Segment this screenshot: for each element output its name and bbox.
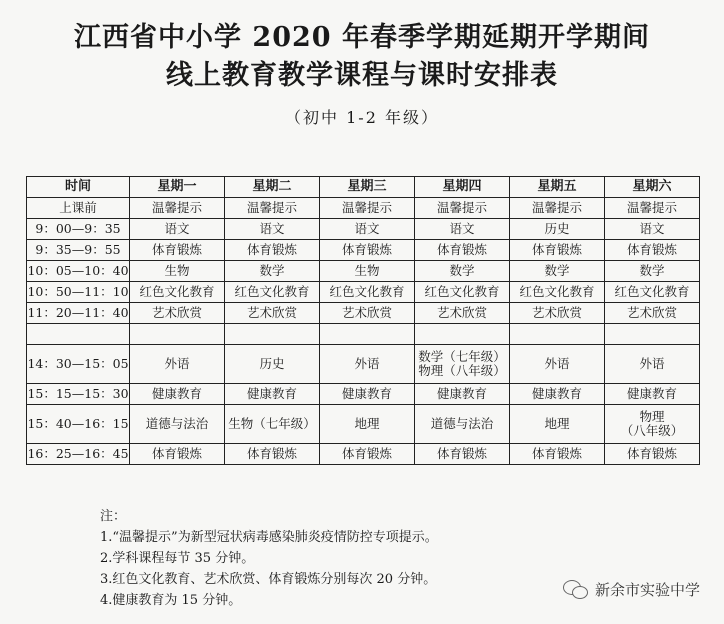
subject-cell: 红色文化教育 bbox=[510, 282, 605, 303]
subject-cell: 语文 bbox=[605, 219, 700, 240]
subject-cell: 健康教育 bbox=[510, 384, 605, 405]
time-cell: 16：25—16：45 bbox=[27, 444, 130, 465]
subject-cell: 温馨提示 bbox=[130, 198, 225, 219]
subject-cell: 艺术欣赏 bbox=[320, 303, 415, 324]
time-cell: 9：35—9：55 bbox=[27, 240, 130, 261]
header-tue: 星期二 bbox=[225, 177, 320, 198]
table-row bbox=[27, 282, 700, 303]
subject-cell: 数学 bbox=[510, 261, 605, 282]
header-time: 时间 bbox=[27, 177, 130, 198]
subject-line1: 数学（七年级） bbox=[418, 349, 506, 364]
watermark-text: 新余市实验中学 bbox=[594, 581, 700, 599]
subject-cell: 数学 bbox=[225, 261, 320, 282]
subject-cell: 语文 bbox=[320, 219, 415, 240]
subject-cell: 语文 bbox=[130, 219, 225, 240]
subject-cell: 红色文化教育 bbox=[130, 282, 225, 303]
time-cell: 9：00—9：35 bbox=[27, 219, 130, 240]
table-cell-empty bbox=[605, 324, 700, 345]
subject-cell: 温馨提示 bbox=[225, 198, 320, 219]
subject-cell: 语文 bbox=[415, 219, 510, 240]
document-title-line1: 江西省中小学 2020 年春季学期延期开学期间 bbox=[74, 22, 650, 53]
subject-cell: 体育锻炼 bbox=[225, 240, 320, 261]
note-item: 2.学科课程每节 35 分钟。 bbox=[100, 551, 255, 566]
table-cell-empty bbox=[320, 324, 415, 345]
subject-cell: 健康教育 bbox=[130, 384, 225, 405]
subject-cell: 艺术欣赏 bbox=[605, 303, 700, 324]
watermark bbox=[563, 579, 700, 600]
time-cell: 15：40—16：15 bbox=[27, 405, 130, 444]
document-title-line2: 线上教育教学课程与课时安排表 bbox=[166, 60, 558, 91]
subject-cell: 生物（七年级） bbox=[225, 405, 320, 444]
subject-cell: 艺术欣赏 bbox=[510, 303, 605, 324]
subject-cell: 红色文化教育 bbox=[605, 282, 700, 303]
table-cell-empty bbox=[510, 324, 605, 345]
note-item: 3.红色文化教育、艺术欣赏、体育锻炼分别每次 20 分钟。 bbox=[100, 572, 437, 587]
subject-cell: 道德与法治 bbox=[130, 405, 225, 444]
subject-cell: 外语 bbox=[130, 345, 225, 384]
table-cell-empty bbox=[225, 324, 320, 345]
subject-cell: 生物 bbox=[130, 261, 225, 282]
subject-cell: 地理 bbox=[320, 405, 415, 444]
document-subtitle: （初中 1-2 年级） bbox=[285, 108, 439, 127]
notes bbox=[100, 506, 438, 611]
subject-cell: 健康教育 bbox=[605, 384, 700, 405]
note-item: 4.健康教育为 15 分钟。 bbox=[100, 593, 242, 608]
subject-cell: 体育锻炼 bbox=[415, 240, 510, 261]
subject-cell: 体育锻炼 bbox=[605, 444, 700, 465]
time-cell: 10：05—10：40 bbox=[27, 261, 130, 282]
subject-line2: 物理（八年级） bbox=[418, 363, 506, 378]
subject-cell: 体育锻炼 bbox=[510, 444, 605, 465]
table-row bbox=[27, 345, 700, 384]
subject-cell: 健康教育 bbox=[320, 384, 415, 405]
note-heading: 注： bbox=[100, 509, 127, 524]
table-header-row bbox=[27, 177, 700, 198]
subject-cell: 外语 bbox=[510, 345, 605, 384]
table-cell-empty bbox=[27, 324, 130, 345]
subject-cell: 健康教育 bbox=[415, 384, 510, 405]
subject-cell: 外语 bbox=[320, 345, 415, 384]
table-row bbox=[27, 303, 700, 324]
header-mon: 星期一 bbox=[130, 177, 225, 198]
table-cell-empty bbox=[415, 324, 510, 345]
subject-cell: 体育锻炼 bbox=[320, 240, 415, 261]
subject-cell: 外语 bbox=[605, 345, 700, 384]
subject-cell bbox=[415, 345, 510, 384]
subject-cell: 红色文化教育 bbox=[320, 282, 415, 303]
time-cell: 15：15—15：30 bbox=[27, 384, 130, 405]
subject-cell: 体育锻炼 bbox=[605, 240, 700, 261]
subject-cell: 温馨提示 bbox=[510, 198, 605, 219]
table-row bbox=[27, 384, 700, 405]
header-sat: 星期六 bbox=[605, 177, 700, 198]
time-cell: 14：30—15：05 bbox=[27, 345, 130, 384]
subject-cell: 艺术欣赏 bbox=[225, 303, 320, 324]
subject-cell: 艺术欣赏 bbox=[130, 303, 225, 324]
subject-cell: 语文 bbox=[225, 219, 320, 240]
subject-cell: 历史 bbox=[225, 345, 320, 384]
time-cell: 10：50—11：10 bbox=[27, 282, 130, 303]
subject-cell: 体育锻炼 bbox=[130, 240, 225, 261]
wechat-icon bbox=[563, 580, 589, 600]
subject-cell: 体育锻炼 bbox=[510, 240, 605, 261]
subject-line1: 物理 bbox=[639, 409, 665, 424]
subject-cell: 生物 bbox=[320, 261, 415, 282]
table-row bbox=[27, 405, 700, 444]
time-cell: 上课前 bbox=[27, 198, 130, 219]
schedule-table bbox=[26, 176, 700, 465]
table-row bbox=[27, 219, 700, 240]
subject-cell: 红色文化教育 bbox=[415, 282, 510, 303]
subject-cell: 数学 bbox=[415, 261, 510, 282]
table-row bbox=[27, 198, 700, 219]
table-row bbox=[27, 261, 700, 282]
subject-cell: 艺术欣赏 bbox=[415, 303, 510, 324]
subject-cell: 地理 bbox=[510, 405, 605, 444]
subject-cell: 历史 bbox=[510, 219, 605, 240]
time-cell: 11：20—11：40 bbox=[27, 303, 130, 324]
subject-cell: 体育锻炼 bbox=[415, 444, 510, 465]
table-row bbox=[27, 444, 700, 465]
subject-cell bbox=[605, 405, 700, 444]
subject-cell: 体育锻炼 bbox=[320, 444, 415, 465]
subject-cell: 数学 bbox=[605, 261, 700, 282]
subject-cell: 健康教育 bbox=[225, 384, 320, 405]
header-fri: 星期五 bbox=[510, 177, 605, 198]
subject-cell: 道德与法治 bbox=[415, 405, 510, 444]
subject-cell: 温馨提示 bbox=[320, 198, 415, 219]
subject-cell: 体育锻炼 bbox=[130, 444, 225, 465]
subject-cell: 温馨提示 bbox=[415, 198, 510, 219]
table-row bbox=[27, 240, 700, 261]
header-thu: 星期四 bbox=[415, 177, 510, 198]
subject-cell: 温馨提示 bbox=[605, 198, 700, 219]
subject-cell: 红色文化教育 bbox=[225, 282, 320, 303]
table-row-blank bbox=[27, 324, 700, 345]
header-wed: 星期三 bbox=[320, 177, 415, 198]
subject-line2: （八年级） bbox=[620, 423, 684, 438]
table-cell-empty bbox=[130, 324, 225, 345]
subject-cell: 体育锻炼 bbox=[225, 444, 320, 465]
note-item: 1.“温馨提示”为新型冠状病毒感染肺炎疫情防控专项提示。 bbox=[100, 530, 438, 545]
